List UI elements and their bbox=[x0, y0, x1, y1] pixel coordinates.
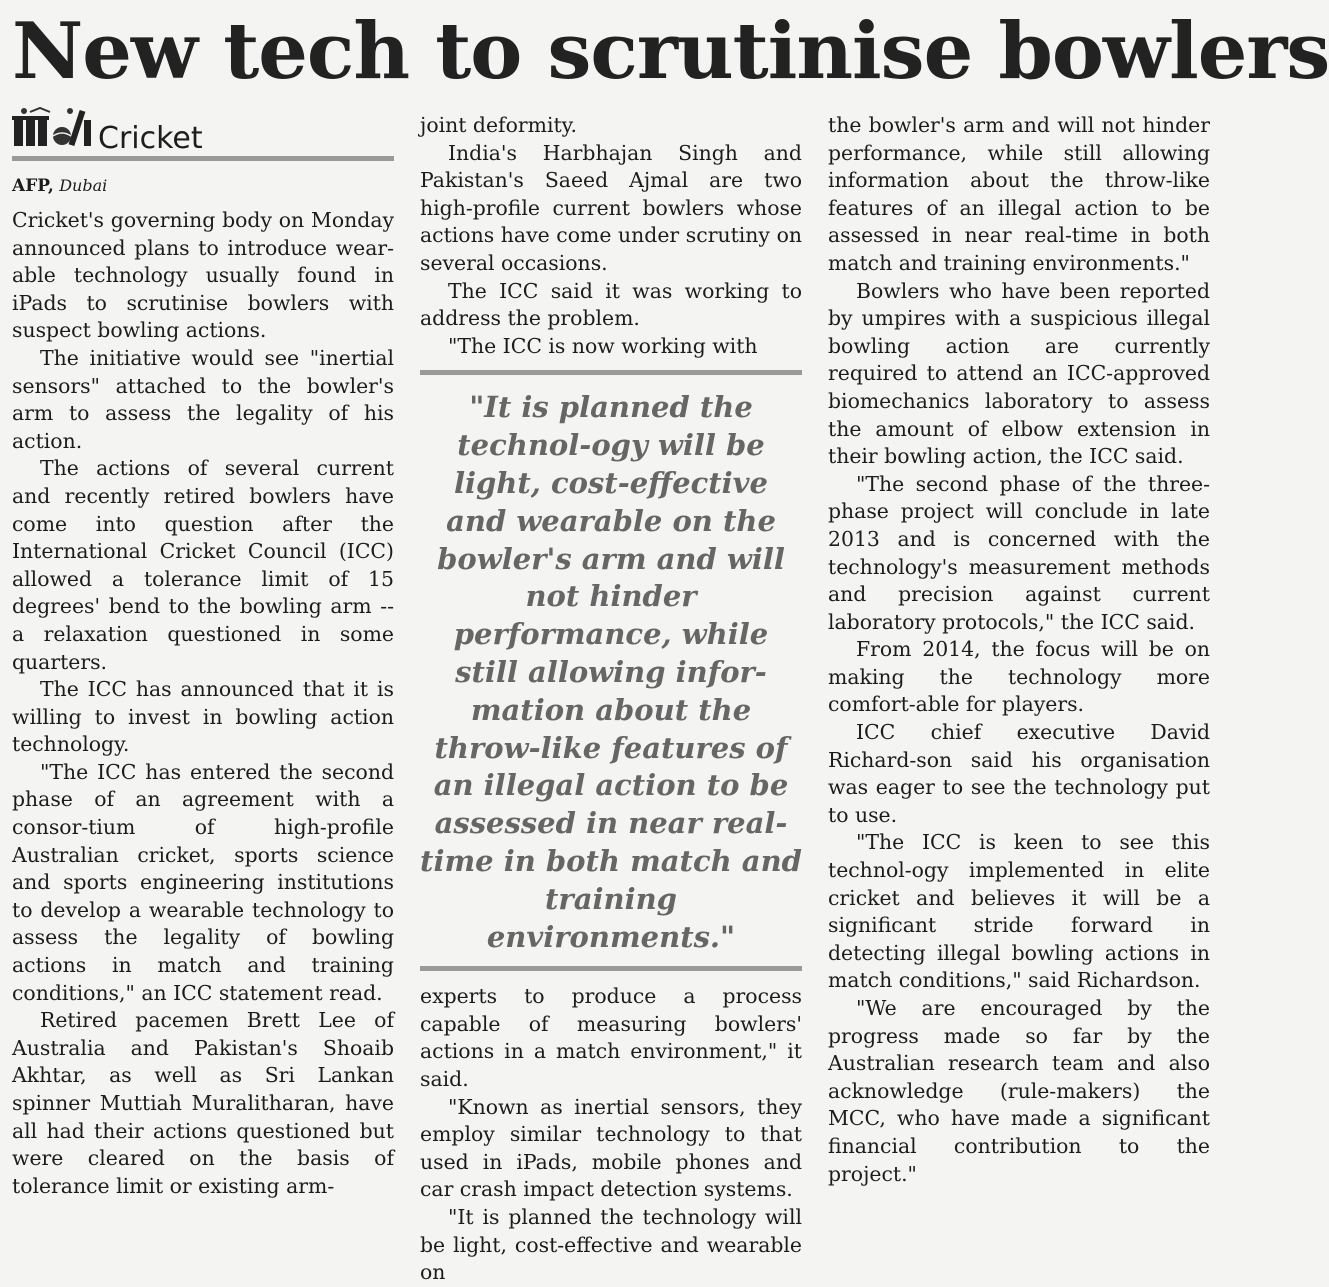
paragraph: "The second phase of the three-phase project will conclude in late 2013 and is concerned with the technology's measurement methods and precision against current laboratory protocols," the ICC said. bbox=[828, 471, 1210, 634]
column-1 bbox=[12, 112, 394, 1198]
byline bbox=[12, 175, 394, 197]
paragraph: From 2014, the focus will be on making the technology more comfort-able for players. bbox=[828, 637, 1210, 717]
paragraph: The ICC said it was working to address the problem. bbox=[420, 278, 802, 331]
paragraph: the bowler's arm and will not hinder performance, while still allowing information about the throw-like features of an illegal action to be assessed in near real-time in both match and training environments." bbox=[828, 113, 1210, 275]
paragraph: Bowlers who have been reported by umpires with a suspicious illegal bowling action are currently required to attend an ICC-approved biomechanics laboratory to assess the amount of elbow extension in their bowling action, the ICC said. bbox=[828, 278, 1210, 469]
pull-quote: "It is planned the technol-ogy will be light, cost-effective and wearable on the bowler's arm and will not hinder performance, while still allowing infor-mation about the throw-like features of an illegal action to be assessed in near real-time in both match and training environments." bbox=[420, 370, 802, 971]
paragraph: "We are encouraged by the progress made so far by the Australian research team and also acknowledge (rule-makers) the MCC, who have made a significant financial contribution to the project." bbox=[828, 996, 1210, 1186]
paragraph: Retired pacemen Brett Lee of Australia and Pakistan's Shoaib Akhtar, as well as Sri Lankan spinner Muttiah Muralitharan, have all had their actions questioned but were cleared on the basis of tolerance limit or existing arm- bbox=[12, 1008, 394, 1198]
paragraph: joint deformity. bbox=[420, 113, 577, 137]
paragraph: Cricket's governing body on Monday announced plans to introduce wear-able technology usually found in iPads to scrutinise bowlers with suspect bowling actions. bbox=[12, 208, 394, 343]
byline-agency: AFP, bbox=[12, 176, 54, 196]
paragraph: "The ICC is keen to see this technol-ogy implemented in elite cricket and believes it will be a significant stride forward in detecting illegal bowling actions in match conditions," said Richardson. bbox=[828, 830, 1210, 993]
paragraph: "It is planned the technology will be light, cost-effective and wearable on bbox=[420, 1205, 802, 1285]
paragraph: India's Harbhajan Singh and Pakistan's Saeed Ajmal are two high-profile current bowlers whose actions have come under scrutiny on several occasions. bbox=[420, 140, 802, 275]
paragraph: The ICC has announced that it is willing to invest in bowling action technology. bbox=[12, 677, 394, 757]
paragraph: The initiative would see "inertial sensors" attached to the bowler's arm to assess the legality of his action. bbox=[12, 345, 394, 453]
paragraph: "Known as inertial sensors, they employ similar technology to that used in iPads, mobile phones and car crash impact detection systems. bbox=[420, 1094, 802, 1202]
cricket-logo-icon bbox=[12, 106, 92, 156]
section-label-text: Cricket bbox=[98, 121, 203, 156]
paragraph: The actions of several current and recently retired bowlers have come into question after the International Cricket Council (ICC) allowed a tolerance limit of 15 degrees' bend to the bowling arm -- a relaxation questioned in some quarters. bbox=[12, 456, 394, 674]
paragraph: "The ICC has entered the second phase of an agreement with a consor-tium of high-profile Australian cricket, sports science and sports engineering institutions to develop a wearable technology to assess the legality of bowling actions in match and training conditions," an ICC statement read. bbox=[12, 759, 394, 1005]
column-2 bbox=[420, 112, 802, 1285]
byline-location: Dubai bbox=[59, 176, 108, 195]
headline: New tech to scrutinise bowlers bbox=[12, 6, 1329, 97]
column-3 bbox=[828, 112, 1210, 1186]
paragraph: "The ICC is now working with bbox=[448, 333, 758, 358]
section-label bbox=[12, 112, 394, 161]
paragraph: experts to produce a process capable of measuring bowlers' actions in a match environment," it said. bbox=[420, 984, 802, 1092]
paragraph: ICC chief executive David Richard-son said his organisation was eager to see the technology put to use. bbox=[828, 720, 1210, 827]
